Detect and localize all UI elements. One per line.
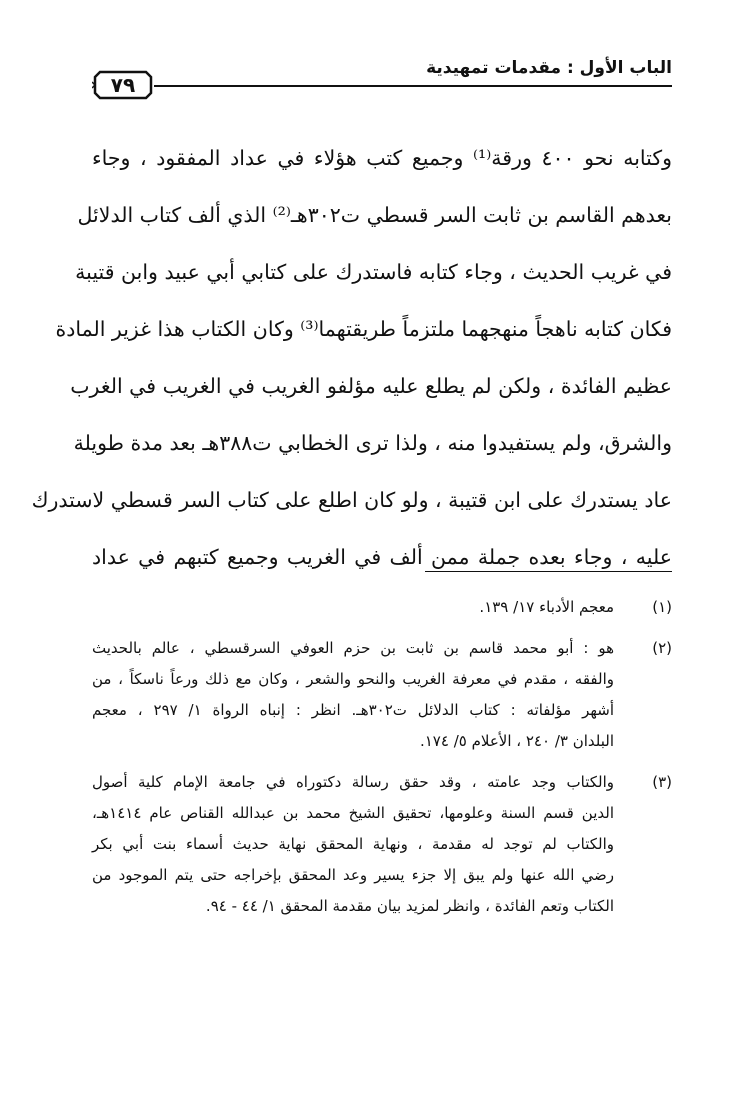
header-rule <box>154 85 672 87</box>
footnote-line <box>92 829 672 860</box>
footnote-text: والفقه ، مقدم في معرفة الغريب والنحو والشعر ، وكان مع ذلك ورعاً ناسكاً ، من <box>92 670 614 688</box>
page-number: ٧٩ <box>110 73 136 97</box>
footnote-line <box>92 860 672 891</box>
text-line: والشرق، ولم يستفيدوا منه ، ولذا ترى الخطابي ت٣٨٨هـ بعد مدة طويلة <box>73 431 672 455</box>
footnote-text: هو : أبو محمد قاسم بن ثابت بن حزم العوفي السرقسطي ، عالم بالحديث <box>92 639 614 657</box>
footnote-number: (١) <box>652 598 672 616</box>
chapter-title: الباب الأول : مقدمات تمهيدية <box>426 58 672 78</box>
footnote-line <box>92 798 672 829</box>
footnote-text: البلدان ٣/ ٢٤٠ ، الأعلام ٥/ ١٧٤. <box>419 732 614 750</box>
footnotes <box>92 592 672 922</box>
text-line: وكتابه نحو ٤٠٠ ورقة⁽¹⁾ وجميع كتب هؤلاء في عداد المفقود ، وجاء <box>92 146 672 170</box>
footnote-text: أشهر مؤلفاته : كتاب الدلائل ت٣٠٢هـ. انظر : إنباه الرواة ١/ ٢٩٧ ، معجم <box>92 701 614 719</box>
text-line: عاد يستدرك على ابن قتيبة ، ولو كان اطلع على كتاب السر قسطي لاستدرك <box>31 488 672 512</box>
footnote-text: والكتاب لم توجد له مقدمة ، ونهاية المحقق نهاية حديث أسماء بنت أبي بكر <box>92 835 614 853</box>
footnote-text: والكتاب وجد عامته ، وقد حقق رسالة دكتوراه في جامعة الإمام كلية أصول <box>92 773 614 791</box>
footnote-text: الدين قسم السنة وعلومها، تحقيق الشيخ محمد بن عبدالله القناص عام ١٤١٤هـ، <box>92 804 614 822</box>
footnote-1 <box>92 592 672 623</box>
footnote-text: معجم الأدباء ١٧/ ١٣٩. <box>479 598 614 616</box>
footnote-line <box>92 664 672 695</box>
footnote-number: (٣) <box>652 773 672 791</box>
main-text <box>31 130 672 586</box>
text-line: فكان كتابه ناهجاً منهجهما ملتزماً طريقتهما⁽³⁾ وكان الكتاب هذا غزير المادة <box>55 317 672 341</box>
footnote-line <box>92 695 672 726</box>
text-line: عظيم الفائدة ، ولكن لم يطلع عليه مؤلفو الغريب في الغريب في الغرب <box>70 374 672 398</box>
footnote-separator <box>425 571 672 572</box>
footnote-line <box>92 891 672 922</box>
footnote-text: رضي الله عنها ولم يبق إلا جزء يسير وعد المحقق بإخراجه حتى يتم الموجود من <box>92 866 614 884</box>
text-line: بعدهم القاسم بن ثابت السر قسطي ت٣٠٢هـ⁽²⁾ الذي ألف كتاب الدلائل <box>77 203 672 227</box>
footnote-text: الكتاب وتعم الفائدة ، وانظر لمزيد بيان مقدمة المحقق ١/ ٤٤ - ٩٤. <box>205 897 614 915</box>
footnote-line <box>92 726 672 757</box>
footnote-number: (٢) <box>652 639 672 657</box>
page-number-badge <box>92 69 154 101</box>
running-header <box>92 52 672 102</box>
footnote-2 <box>92 633 672 664</box>
text-line: عليه ، وجاء بعده جملة ممن ألف في الغريب وجميع كتبهم في عداد <box>92 545 672 569</box>
text-line: في غريب الحديث ، وجاء كتابه فاستدرك على كتابي أبي عبيد وابن قتيبة <box>75 260 672 284</box>
footnote-3 <box>92 767 672 798</box>
